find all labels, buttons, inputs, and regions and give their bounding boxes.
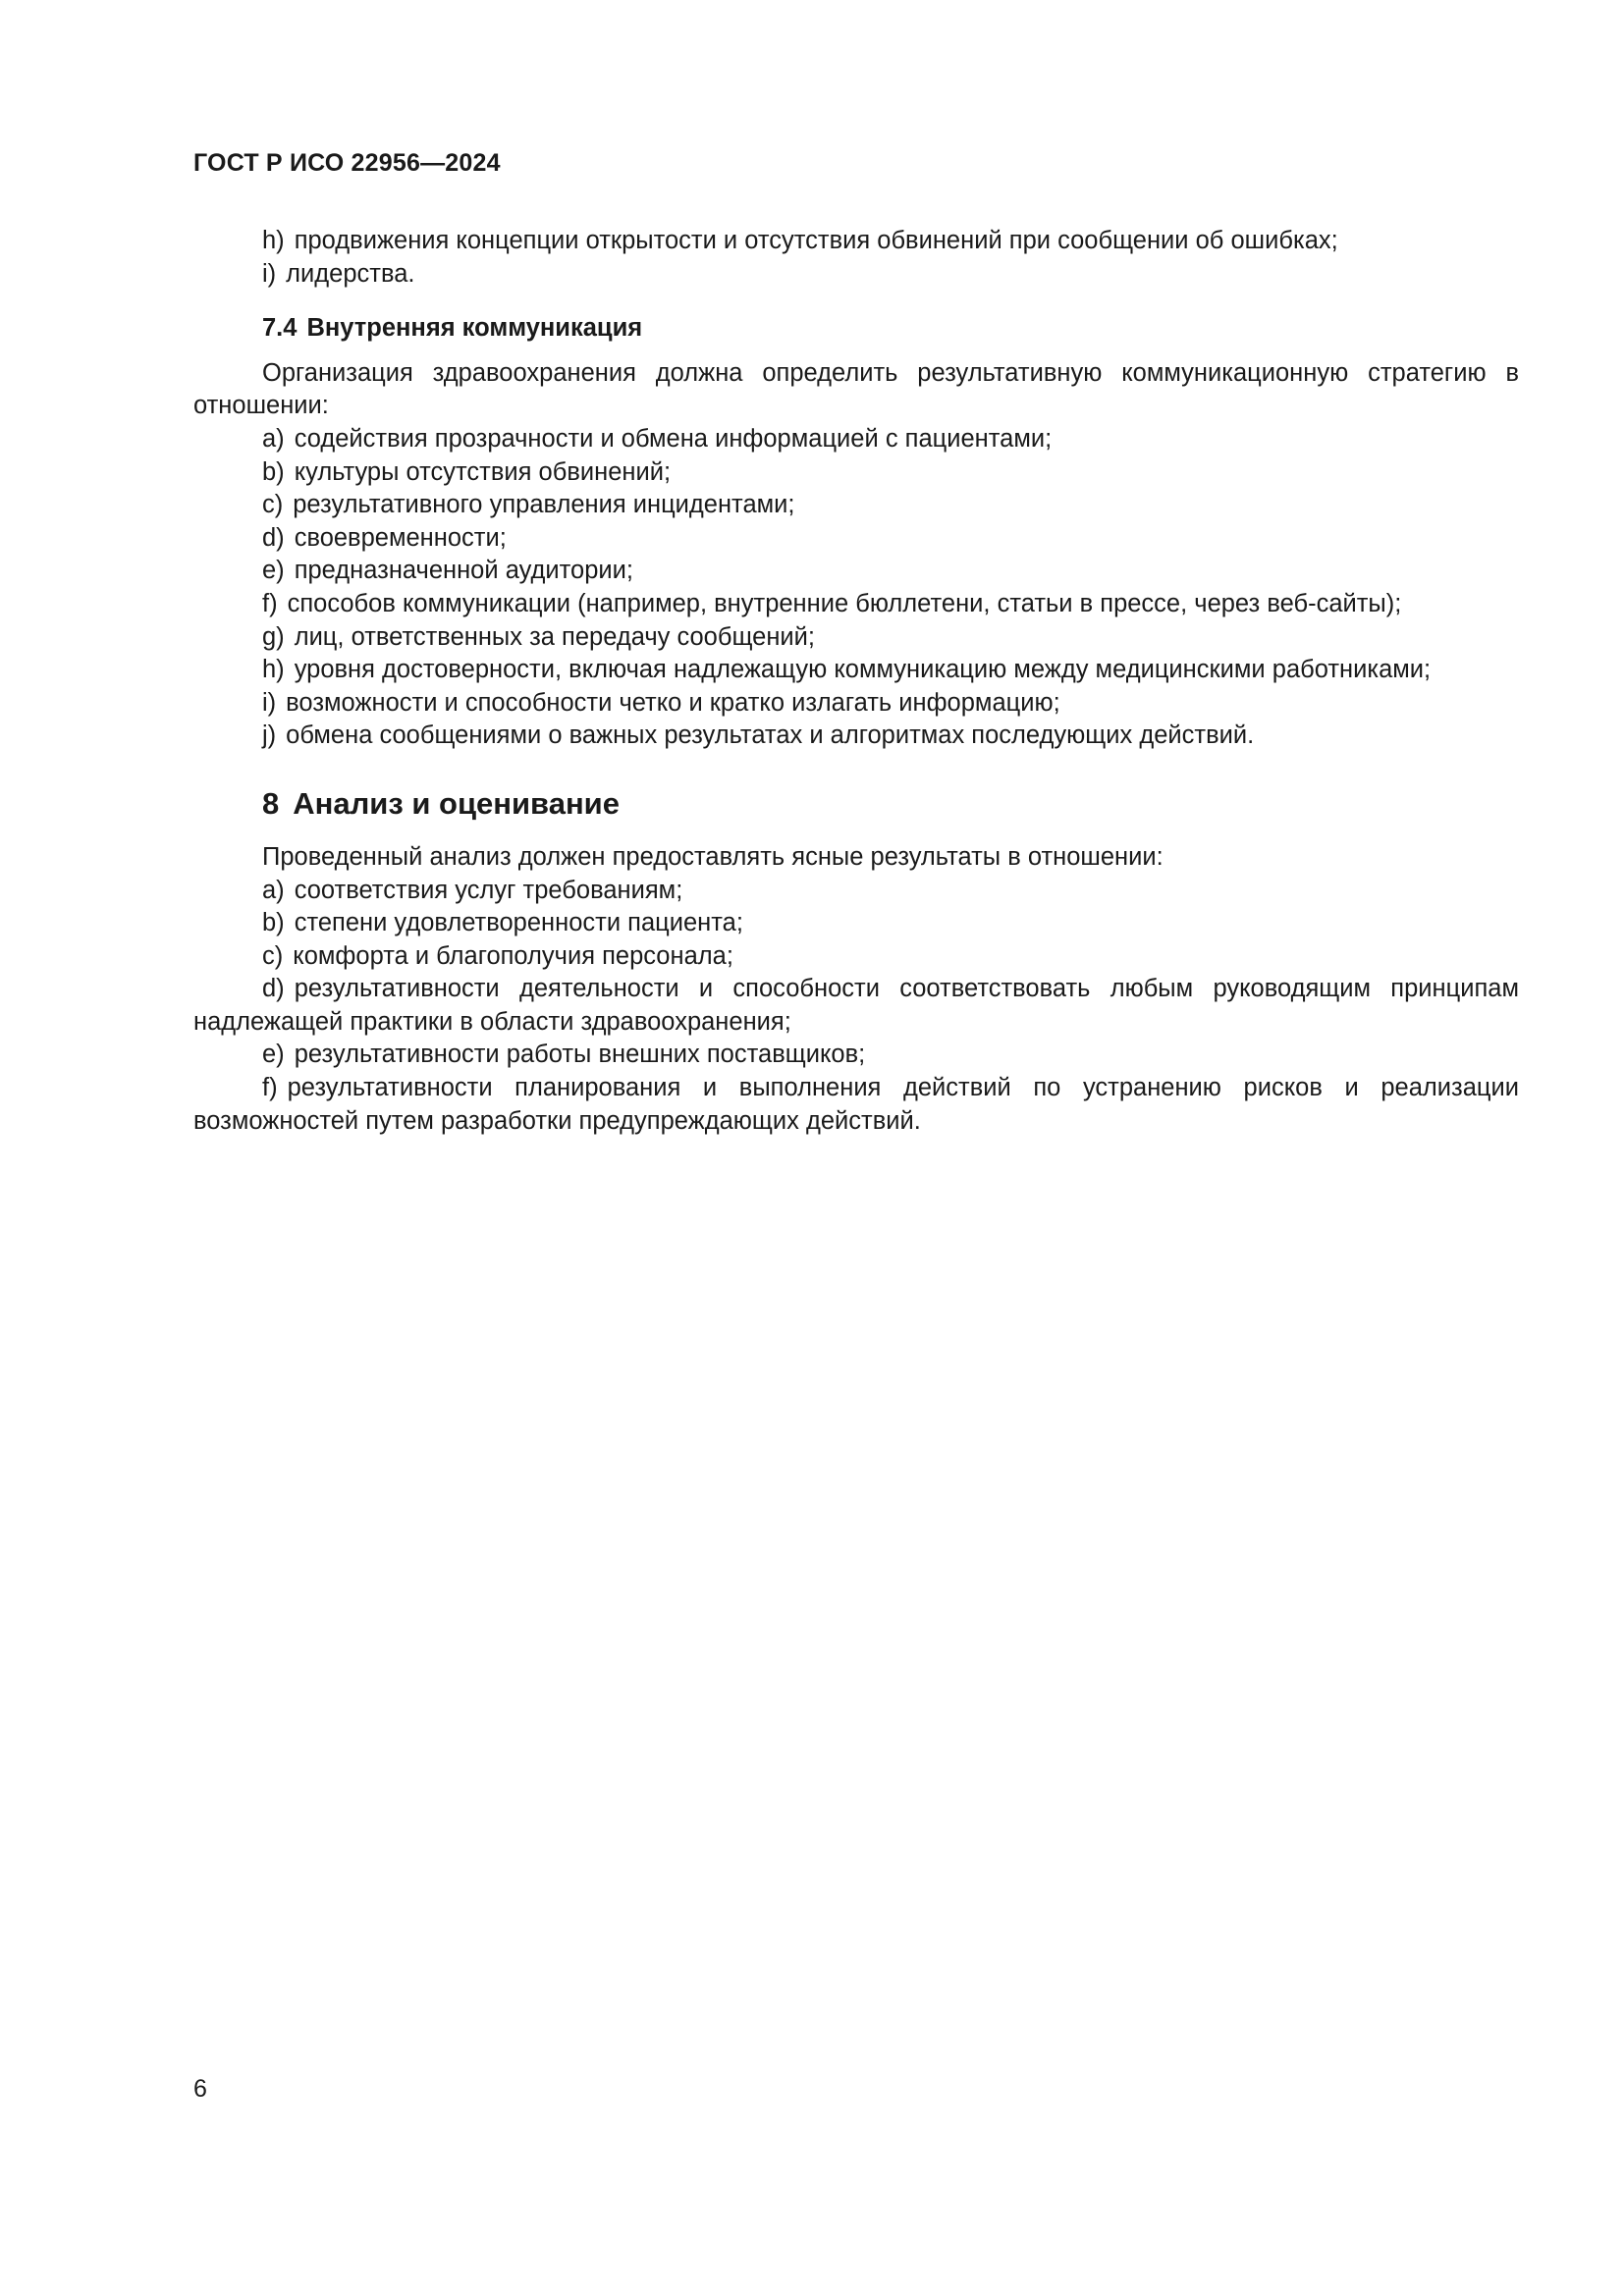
list-item-mark: e) xyxy=(262,557,285,585)
list-item-text: своевременности; xyxy=(294,523,507,552)
page-number: 6 xyxy=(193,2075,207,2103)
subsection-title: Внутренняя коммуникация xyxy=(306,314,643,343)
list-item xyxy=(193,1039,1519,1072)
list-item-text: предназначенной аудитории; xyxy=(294,557,633,585)
list-item-mark: h) xyxy=(262,656,285,684)
section-title: Анализ и оценивание xyxy=(293,785,620,821)
list-item-mark: g) xyxy=(262,622,285,651)
list-item-mark: e) xyxy=(262,1041,285,1069)
list-item-mark: a) xyxy=(262,424,285,453)
list-item xyxy=(193,654,1519,687)
subsection-heading xyxy=(193,312,1519,346)
list-item-text: обмена сообщениями о важных результатах и алгоритмах последующих действий. xyxy=(286,721,1255,750)
list-item-text: степени удовлетворенности пациента; xyxy=(294,909,743,937)
list-item-mark: i) xyxy=(262,259,277,288)
list-item-text: способов коммуникации (например, внутренние бюллетени, статьи в прессе, через веб-сайты); xyxy=(287,589,1402,617)
list-item-mark: b) xyxy=(262,909,285,937)
list-item-mark: b) xyxy=(262,457,285,486)
list-item xyxy=(193,973,1519,1039)
list-item-mark: c) xyxy=(262,491,284,519)
list-item-text: уровня достоверности, включая надлежащую коммуникацию между медицинскими работниками; xyxy=(294,656,1432,684)
list-item xyxy=(193,1072,1519,1138)
list-item-text: результативного управления инцидентами; xyxy=(293,491,795,519)
list-item-mark: d) xyxy=(262,975,285,1003)
list-item xyxy=(193,720,1519,753)
list-item xyxy=(193,621,1519,655)
paragraph: Организация здравоохранения должна определить результативную коммуникационную стратегию в отношении: xyxy=(193,358,1519,420)
document-body xyxy=(193,225,1519,1138)
list-item-mark: h) xyxy=(262,227,285,254)
list-item-text: соответствия услуг требованиям; xyxy=(294,876,683,904)
list-item xyxy=(193,907,1519,940)
section-heading xyxy=(193,784,1519,824)
list-item-text: лиц, ответственных за передачу сообщений; xyxy=(294,622,815,651)
list-item xyxy=(193,489,1519,522)
list-item xyxy=(193,875,1519,908)
list-item-mark: f) xyxy=(262,1074,278,1102)
list-item-text: результативности планирования и выполнения действий по устранению рисков и реализации возможностей путем разработки предупреждающих действий. xyxy=(193,1074,1519,1135)
list-item-text: культуры отсутствия обвинений; xyxy=(294,457,672,486)
list-item xyxy=(193,687,1519,721)
list-item-text: продвижения концепции открытости и отсутствия обвинений при сообщении об ошибках; xyxy=(294,227,1338,254)
list-item-mark: a) xyxy=(262,876,285,904)
document-header: ГОСТ Р ИСО 22956—2024 xyxy=(193,149,501,177)
list-item-mark: j) xyxy=(262,721,277,750)
paragraph: Проведенный анализ должен предоставлять ясные результаты в отношении: xyxy=(262,842,1164,871)
list-item xyxy=(193,522,1519,556)
list-item-text: возможности и способности четко и кратко излагать информацию; xyxy=(286,688,1060,717)
list-item-text: комфорта и благополучия персонала; xyxy=(293,941,733,970)
list-item-text: лидерства. xyxy=(286,259,415,288)
list-item xyxy=(193,555,1519,588)
subsection-number: 7.4 xyxy=(262,314,298,343)
subsection-list xyxy=(193,423,1519,753)
list-item xyxy=(193,258,1519,292)
list-item-mark: d) xyxy=(262,523,285,552)
list-item-mark: i) xyxy=(262,688,277,717)
list-item-mark: f) xyxy=(262,589,278,617)
section-list xyxy=(193,875,1519,1139)
list-item xyxy=(193,225,1519,258)
list-item xyxy=(193,588,1519,621)
top-list xyxy=(193,225,1519,291)
list-item-text: содействия прозрачности и обмена информацией с пациентами; xyxy=(294,424,1053,453)
list-item-mark: c) xyxy=(262,941,284,970)
list-item xyxy=(193,423,1519,456)
list-item-text: результативности деятельности и способности соответствовать любым руководящим принципам надлежащей практики в области здравоохранения; xyxy=(193,975,1519,1036)
list-item xyxy=(193,456,1519,490)
list-item xyxy=(193,940,1519,974)
section-number: 8 xyxy=(262,785,280,821)
list-item-text: результативности работы внешних поставщиков; xyxy=(294,1041,866,1069)
